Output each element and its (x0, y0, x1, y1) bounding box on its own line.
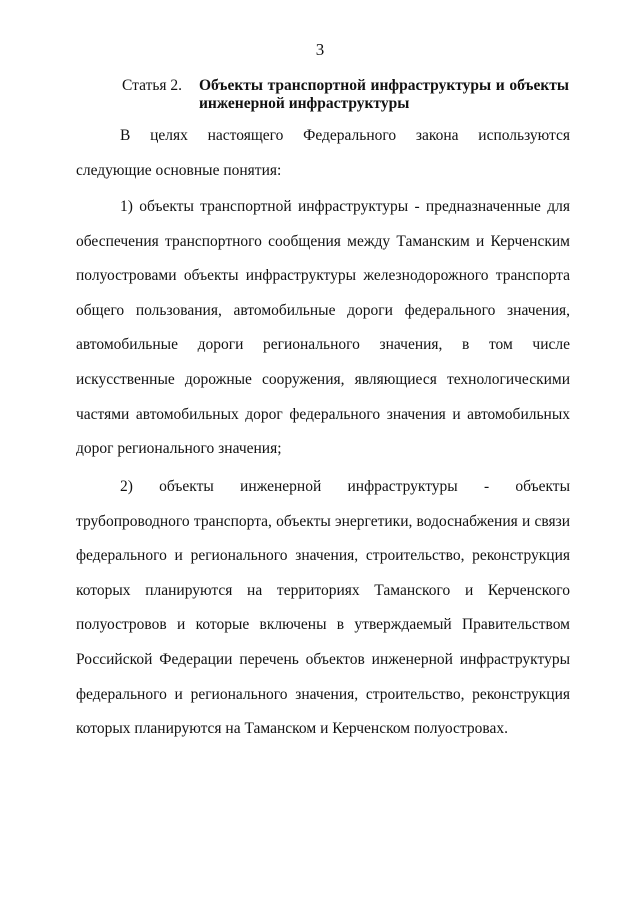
page-number: 3 (315, 40, 325, 59)
article-title: Объекты транспортной инфраструктуры и объекты инженерной инфраструктуры (199, 77, 569, 112)
intro-paragraph: В целях настоящего Федерального закона используются следующие основные понятия: (76, 127, 570, 179)
definition-paragraph-2: 2) объекты инженерной инфраструктуры - объекты трубопроводного транспорта, объекты энергетики, водоснабжения и связи федерального и регионального значения, строительство, реконструкция которых планируются на территориях Таманского и Керченского полуостровов и которые включены в утверждаемый Правительством Российской Федерации перечень объектов инженерной инфраструктуры федерального и регионального значения, строительство, реконструкция которых планируются на Таманском и Керченском полуостровах. (76, 478, 570, 738)
definition-paragraph-1: 1) объекты транспортной инфраструктуры - предназначенные для обеспечения транспортного сообщения между Таманским и Керченским полуостровами объекты инфраструктуры железнодорожного транспорта общего пользования, автомобильные дороги федерального значения, автомобильные дороги регионального значения, в том числе искусственные дорожные сооружения, являющиеся технологическими частями автомобильных дорог федерального значения и автомобильных дорог регионального значения; (76, 198, 570, 458)
article-label: Статья 2. (122, 77, 183, 94)
